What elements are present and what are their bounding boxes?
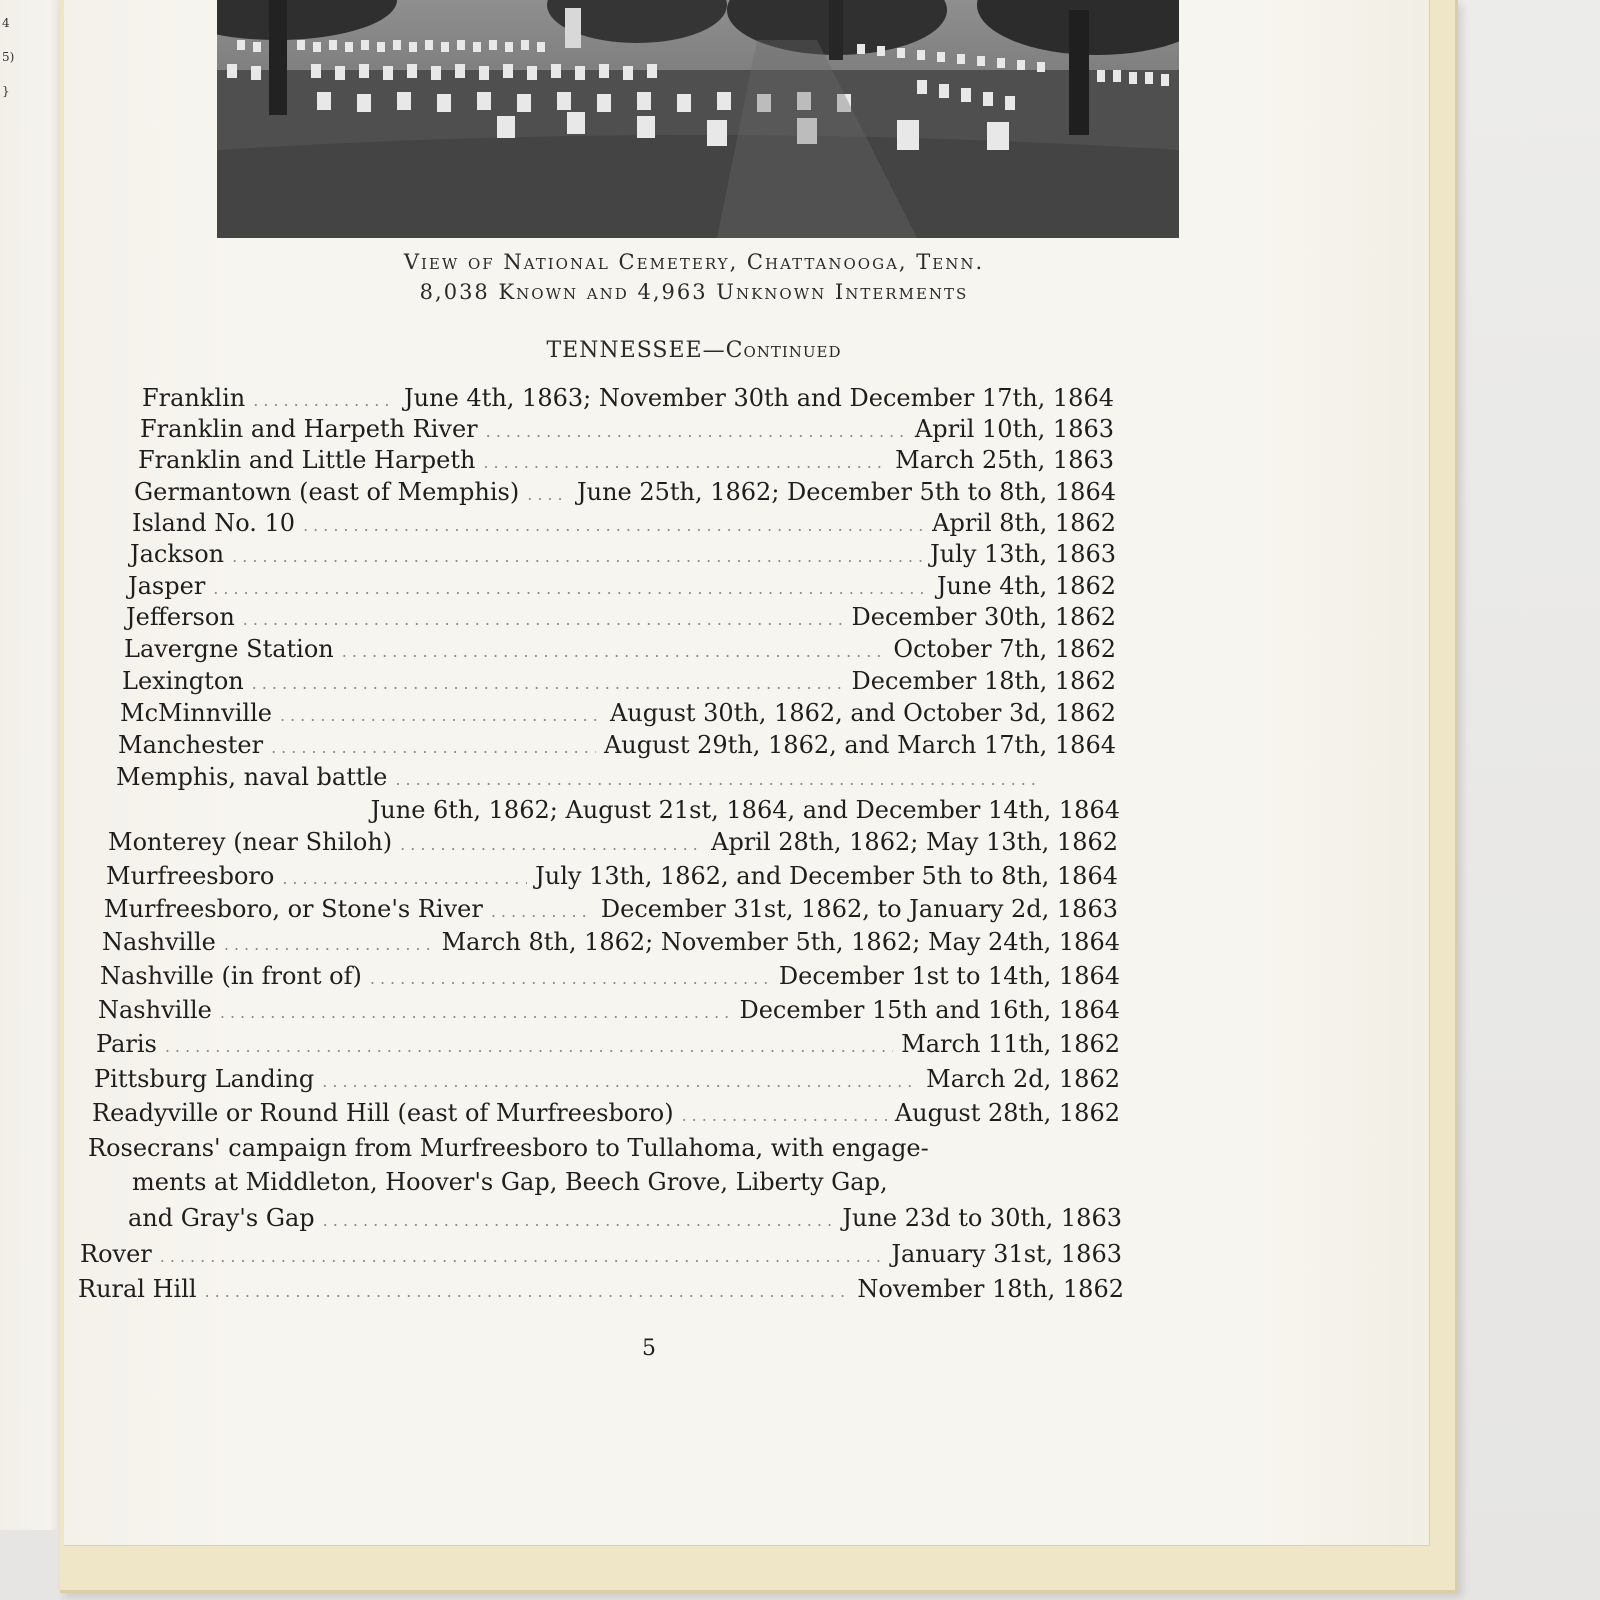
battle-entry bbox=[134, 478, 1116, 510]
entry-date: July 13th, 1862, and December 5th to 8th, 1864 bbox=[535, 862, 1118, 890]
battle-entry bbox=[122, 667, 1116, 699]
battle-entry bbox=[78, 1275, 1124, 1307]
entry-place: Rover bbox=[80, 1240, 152, 1268]
leader-dots bbox=[253, 391, 396, 410]
entry-place: Readyville or Round Hill (east of Murfreesboro) bbox=[92, 1099, 674, 1127]
entry-place: McMinnville bbox=[120, 699, 272, 727]
battle-entry bbox=[104, 895, 1118, 927]
battle-entry bbox=[80, 1240, 1122, 1272]
entry-date: August 29th, 1862, and March 17th, 1864 bbox=[603, 731, 1116, 759]
entry-date: March 11th, 1862 bbox=[901, 1030, 1120, 1058]
entry-date: October 7th, 1862 bbox=[893, 635, 1116, 663]
battle-entry bbox=[142, 384, 1114, 416]
battle-entry bbox=[108, 828, 1118, 860]
entry-place: Manchester bbox=[118, 731, 264, 759]
battle-entry bbox=[116, 763, 1046, 795]
leader-dots bbox=[224, 935, 434, 954]
battle-entry bbox=[92, 1099, 1120, 1131]
battle-entry bbox=[96, 1030, 1120, 1062]
entry-date: June 4th, 1862 bbox=[936, 572, 1116, 600]
battle-entry bbox=[124, 635, 1116, 667]
entry-place: Jasper bbox=[128, 572, 206, 600]
entry-place-line: Rosecrans' campaign from Murfreesboro to Tullahoma, with engage- bbox=[88, 1134, 929, 1162]
entry-place: Nashville bbox=[102, 928, 216, 956]
entry-place: Franklin and Harpeth River bbox=[140, 415, 478, 443]
entry-date: August 28th, 1862 bbox=[894, 1099, 1120, 1127]
battle-entry bbox=[94, 1065, 1120, 1097]
battle-entry bbox=[140, 415, 1114, 447]
leader-dots bbox=[483, 453, 887, 472]
leader-dots bbox=[165, 1037, 893, 1056]
battle-entry bbox=[102, 928, 1120, 960]
leader-dots bbox=[282, 869, 527, 888]
entry-place: Jefferson bbox=[126, 603, 235, 631]
entry-date: December 1st to 14th, 1864 bbox=[778, 962, 1120, 990]
entry-place: Lavergne Station bbox=[124, 635, 334, 663]
battle-entry bbox=[130, 540, 1116, 572]
leader-dots bbox=[527, 485, 569, 504]
entry-date: April 10th, 1863 bbox=[914, 415, 1114, 443]
leader-dots bbox=[252, 674, 844, 693]
entry-place: Paris bbox=[96, 1030, 157, 1058]
leader-dots bbox=[322, 1072, 918, 1091]
entry-date: December 15th and 16th, 1864 bbox=[739, 996, 1120, 1024]
entry-place: Pittsburg Landing bbox=[94, 1065, 315, 1093]
cemetery-illustration bbox=[217, 0, 1179, 238]
entry-place: Nashville bbox=[98, 996, 212, 1024]
photo-caption-line-2: 8,038 Known and 4,963 Unknown Interments bbox=[419, 280, 969, 304]
entry-date: November 18th, 1862 bbox=[857, 1275, 1124, 1303]
entry-date: April 28th, 1862; May 13th, 1862 bbox=[711, 828, 1118, 856]
entry-date: December 31st, 1862, to January 2d, 1863 bbox=[600, 895, 1118, 923]
leader-dots bbox=[220, 1003, 732, 1022]
entry-place: Memphis, naval battle bbox=[116, 763, 388, 791]
leader-dots bbox=[395, 770, 1038, 789]
leader-dots bbox=[280, 706, 602, 725]
cemetery-photo bbox=[217, 0, 1179, 238]
entry-date: March 2d, 1862 bbox=[926, 1065, 1120, 1093]
leader-dots bbox=[323, 1211, 835, 1230]
entry-place: Germantown (east of Memphis) bbox=[134, 478, 520, 506]
battle-entry bbox=[120, 699, 1116, 731]
book-page bbox=[64, 0, 1430, 1546]
entry-place: Nashville (in front of) bbox=[100, 962, 362, 990]
section-continued: —Continued bbox=[702, 338, 842, 363]
battle-entry bbox=[128, 1204, 1122, 1236]
entry-place: Island No. 10 bbox=[132, 509, 296, 537]
entry-date: June 6th, 1862; August 21st, 1864, and December 14th, 1864 bbox=[370, 796, 1120, 824]
entry-date: December 18th, 1862 bbox=[851, 667, 1116, 695]
battle-entry bbox=[106, 862, 1118, 894]
entry-date: March 8th, 1862; November 5th, 1862; May 24th, 1864 bbox=[441, 928, 1120, 956]
entry-place-line: ments at Middleton, Hoover's Gap, Beech Grove, Liberty Gap, bbox=[132, 1168, 888, 1196]
entry-date: June 25th, 1862; December 5th to 8th, 1864 bbox=[576, 478, 1116, 506]
section-heading bbox=[444, 338, 944, 363]
entry-date: June 23d to 30th, 1863 bbox=[842, 1204, 1122, 1232]
leader-dots bbox=[342, 642, 886, 661]
battle-entry bbox=[128, 572, 1116, 604]
entry-date: April 8th, 1862 bbox=[932, 509, 1116, 537]
leader-dots bbox=[213, 579, 929, 598]
leader-dots bbox=[400, 835, 703, 854]
left-mark: 5) bbox=[2, 50, 15, 64]
entry-date: August 30th, 1862, and October 3d, 1862 bbox=[609, 699, 1116, 727]
entry-place: Jackson bbox=[130, 540, 225, 568]
battle-entry bbox=[132, 509, 1116, 541]
left-mark: } bbox=[2, 84, 10, 98]
entry-place: Franklin and Little Harpeth bbox=[138, 446, 476, 474]
section-title: TENNESSEE bbox=[546, 338, 703, 363]
leader-dots bbox=[271, 738, 596, 757]
entry-date: June 4th, 1863; November 30th and December 17th, 1864 bbox=[404, 384, 1114, 412]
photo-caption-line-1: View of National Cemetery, Chattanooga, Tenn. bbox=[403, 250, 985, 274]
entry-date: July 13th, 1863 bbox=[930, 540, 1116, 568]
page-number: 5 bbox=[642, 1336, 656, 1361]
battle-entry bbox=[118, 731, 1116, 763]
entry-place: Lexington bbox=[122, 667, 244, 695]
leader-dots bbox=[682, 1106, 887, 1125]
leader-dots bbox=[303, 516, 924, 535]
leader-dots bbox=[160, 1247, 884, 1266]
leader-dots bbox=[232, 547, 922, 566]
leader-dots bbox=[491, 902, 593, 921]
battle-entry bbox=[126, 603, 1116, 635]
entry-date: March 25th, 1863 bbox=[895, 446, 1114, 474]
entry-place: Rural Hill bbox=[78, 1275, 197, 1303]
entry-place: Murfreesboro bbox=[106, 862, 275, 890]
battle-entry bbox=[100, 962, 1120, 994]
leader-dots bbox=[370, 969, 771, 988]
entry-place: Monterey (near Shiloh) bbox=[108, 828, 393, 856]
entry-place: Murfreesboro, or Stone's River bbox=[104, 895, 483, 923]
battle-entry bbox=[138, 446, 1114, 478]
entry-date: January 31st, 1863 bbox=[891, 1240, 1122, 1268]
left-mark: 4 bbox=[2, 16, 10, 30]
entry-date: December 30th, 1862 bbox=[851, 603, 1116, 631]
leader-dots bbox=[205, 1282, 850, 1301]
leader-dots bbox=[486, 422, 907, 441]
entry-place: and Gray's Gap bbox=[128, 1204, 315, 1232]
battle-entry bbox=[98, 996, 1120, 1028]
leader-dots bbox=[243, 610, 844, 629]
entry-place: Franklin bbox=[142, 384, 246, 412]
